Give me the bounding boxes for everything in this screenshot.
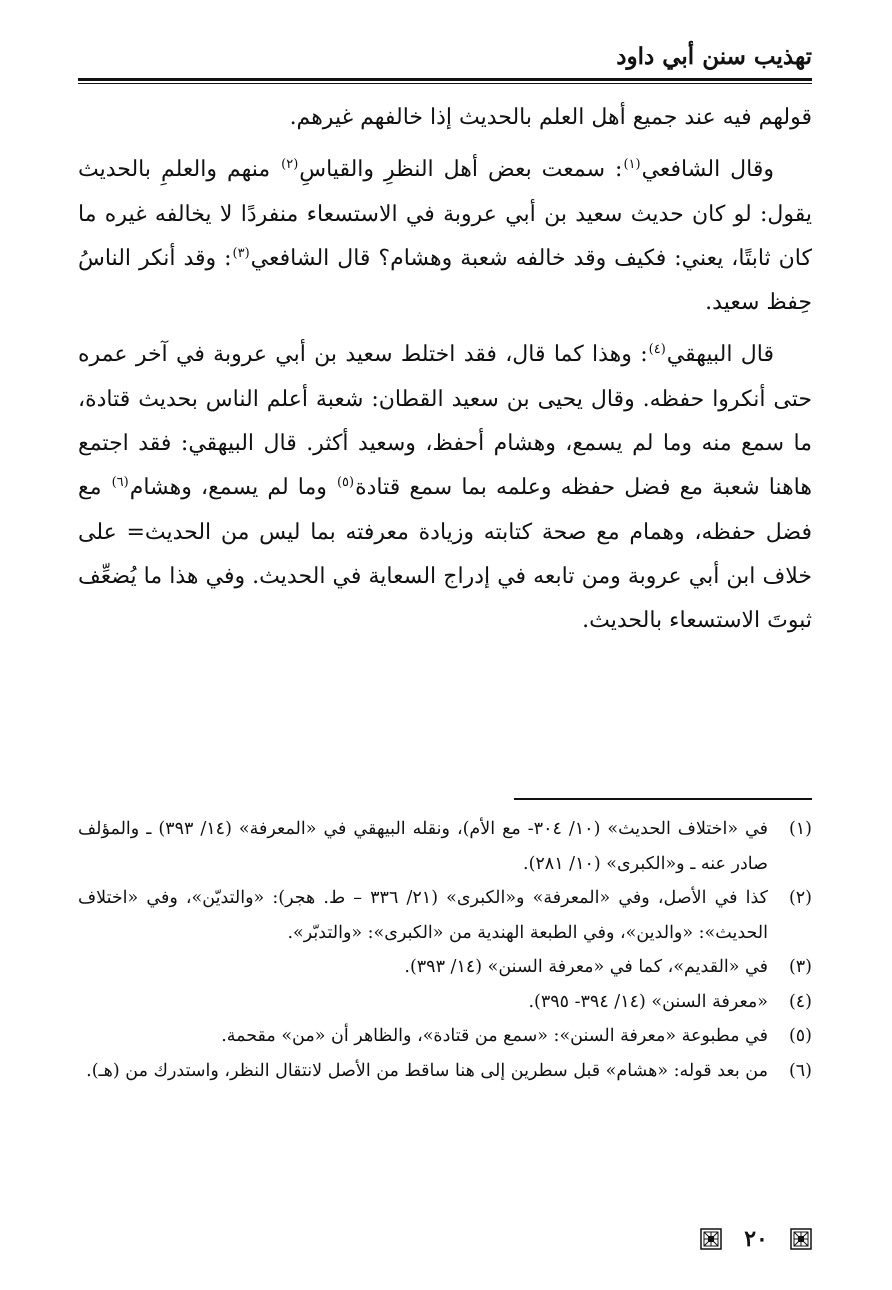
paragraph-2-text-d: : وقد أنكر الناسُ حِفظ سعيد. xyxy=(78,245,812,316)
main-text xyxy=(78,96,812,652)
footnote-text: في «القديم»، كما في «معرفة السنن» (١٤/ ٣٩٣). xyxy=(404,957,768,977)
header-rule xyxy=(78,78,812,81)
footnote-item xyxy=(78,985,812,1020)
footnote-item xyxy=(78,812,812,881)
paragraph-1-text: قولهم فيه عند جميع أهل العلم بالحديث إذا خالفهم غيرهم. xyxy=(289,105,812,130)
footnote-number: (٢) xyxy=(788,888,812,908)
footnote-item xyxy=(78,1054,812,1089)
paragraph-2-text-a: وقال الشافعي xyxy=(641,157,774,183)
paragraph-2-text-b: : سمعت بعض أهل النظرِ والقياسِ xyxy=(299,157,623,183)
footnote-ref-4[interactable]: (٤) xyxy=(648,342,666,358)
paragraph-1 xyxy=(78,96,812,140)
ornament-square-icon xyxy=(790,1228,812,1250)
footnotes xyxy=(78,812,812,1088)
paragraph-3-text-a: قال البيهقي xyxy=(666,342,774,368)
footnote-item xyxy=(78,950,812,985)
running-title: تهذيب سنن أبي داود xyxy=(616,42,812,70)
footnote-text: «معرفة السنن» (١٤/ ٣٩٤- ٣٩٥). xyxy=(528,991,768,1012)
footnote-separator xyxy=(514,798,812,800)
footnote-text: من بعد قوله: «هشام» قبل سطرين إلى هنا ساقط من الأصل لانتقال النظر، واستدرك من (هـ). xyxy=(86,1060,768,1081)
footnote-item xyxy=(78,881,812,950)
paragraph-2 xyxy=(78,148,812,325)
footnote-number: (٣) xyxy=(788,957,812,977)
footnote-ref-3[interactable]: (٣) xyxy=(232,245,250,261)
paragraph-2-text-c: منهم والعلمِ بالحديث يقول: لو كان حديث سعيد بن أبي عروبة في الاستسعاء منفردًا لا يخالفه غيره ما كان ثابتًا، يعني: فكيف وقد خالفه شعبة وهشام؟ قال الشافعي xyxy=(78,157,812,271)
paragraph-3-text-b: : وهذا كما قال، فقد اختلط سعيد بن أبي عروبة في آخر عمره حتى أنكروا حفظه. وقال يحيى بن سعيد القطان: شعبة أعلم الناس بحديث قتادة، ما سمع منه وما لم يسمع، وهشام أحفظ، وسعيد أكثر. قال البيهقي: فقد اجتمع هاهنا شعبة مع فضل حفظه وعلمه بما سمع قتادة xyxy=(78,342,812,501)
footnote-number: (١) xyxy=(788,819,812,839)
running-header xyxy=(78,38,812,74)
ornament-square-icon xyxy=(700,1228,722,1250)
footnote-item xyxy=(78,1019,812,1054)
footnote-text: في «اختلاف الحديث» (١٠/ ٣٠٤- مع الأم)، ونقله البيهقي في «المعرفة» (١٤/ ٣٩٣) ـ والمؤلف صادر عنه ـ و«الكبرى» (١٠/ ٢٨١). xyxy=(78,819,768,874)
paragraph-3-text-d: مع فضل حفظه، وهمام مع صحة كتابته وزيادة معرفته بما ليس من الحديث= على خلاف ابن أبي عروبة ومن تابعه في إدراج السعاية في الحديث. وفي هذا ما يُضعِّف ثبوتَ الاستسعاء بالحديث. xyxy=(78,475,812,634)
header-rule-thin xyxy=(78,83,812,84)
footnote-number: (٦) xyxy=(788,1060,812,1081)
footnote-number: (٥) xyxy=(788,1026,812,1046)
footnote-ref-2[interactable]: (٢) xyxy=(281,156,299,172)
footnote-text: كذا في الأصل، وفي «المعرفة» و«الكبرى» (٢١/ ٣٣٦ – ط. هجر): «والتديّن»، وفي «اختلاف الحديث»: «والدين»، وفي الطبعة الهندية من «الكبرى»: «والتدبّر». xyxy=(78,888,769,943)
footnote-text: في مطبوعة «معرفة السنن»: «سمع من قتادة»، والظاهر أن «من» مقحمة. xyxy=(221,1026,768,1046)
footnote-ref-1[interactable]: (١) xyxy=(623,156,641,172)
page-footer xyxy=(700,1224,812,1254)
footnote-ref-5[interactable]: (٥) xyxy=(336,475,355,491)
paragraph-3 xyxy=(78,333,812,643)
page-number: ٢٠ xyxy=(744,1226,768,1252)
paragraph-3-text-c: وما لم يسمع، وهشام xyxy=(129,475,336,501)
footnote-number: (٤) xyxy=(788,991,812,1012)
footnote-ref-6[interactable]: (٦) xyxy=(111,475,129,491)
